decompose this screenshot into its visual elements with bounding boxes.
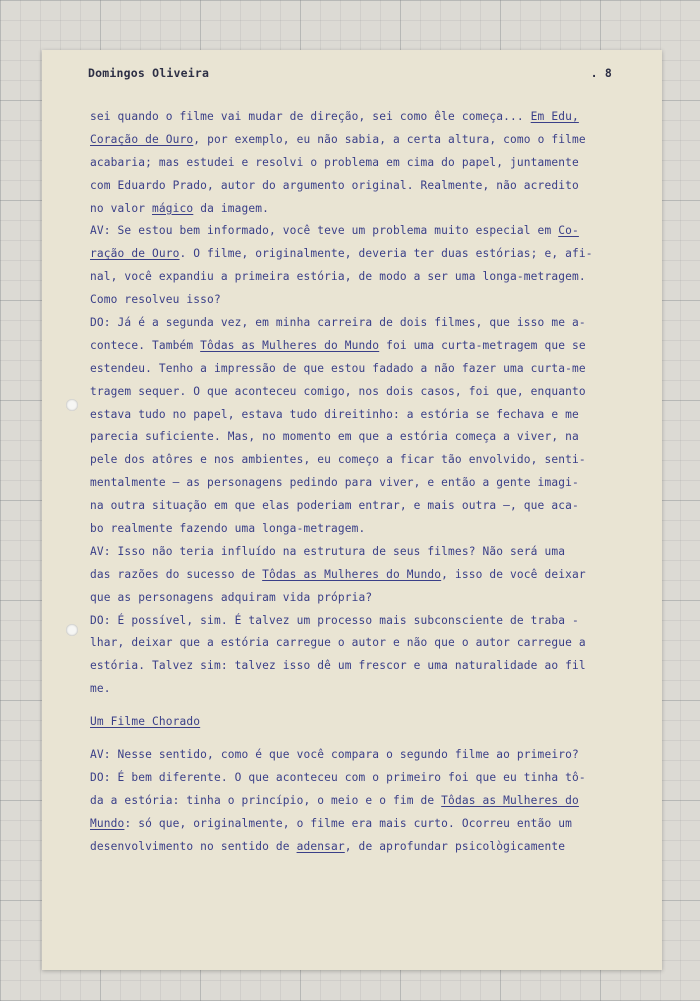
text-line xyxy=(90,133,630,156)
text-line xyxy=(90,682,630,705)
text-line xyxy=(90,453,630,476)
text-span: DO: Já é a segunda vez, em minha carreira de dois filmes, que isso me a- xyxy=(90,316,586,330)
text-line xyxy=(90,771,630,794)
text-span: no valor xyxy=(90,201,152,215)
blank-line xyxy=(90,705,630,715)
text-span: acabaria; mas estudei e resolvi o problema em cima do papel, juntamente xyxy=(90,155,579,169)
text-line xyxy=(90,179,630,202)
text-line xyxy=(90,840,630,863)
text-line xyxy=(90,545,630,568)
text-span: pele dos atôres e nos ambientes, eu começo a ficar tão envolvido, senti- xyxy=(90,453,586,467)
blank-line xyxy=(90,738,630,748)
text-line xyxy=(90,499,630,522)
text-line xyxy=(90,614,630,637)
text-line xyxy=(90,247,630,270)
text-line xyxy=(90,156,630,179)
text-line xyxy=(90,293,630,316)
text-span: com Eduardo Prado, autor do argumento original. Realmente, não acredito xyxy=(90,178,579,192)
text-span: foi uma curta-metragem que se xyxy=(379,338,586,352)
page-header-author: Domingos Oliveira xyxy=(88,66,210,80)
text-span: , por exemplo, eu não sabia, a certa altura, como o filme xyxy=(193,132,586,146)
text-span: mentalmente — as personagens pedindo para viver, e então a gente imagi- xyxy=(90,476,579,490)
text-line xyxy=(90,316,630,339)
text-span: na outra situação em que elas poderiam entrar, e mais outra —, que aca- xyxy=(90,499,579,513)
text-line xyxy=(90,748,630,771)
text-line xyxy=(90,591,630,614)
punch-hole xyxy=(66,624,78,636)
punch-hole xyxy=(66,399,78,411)
text-span: bo realmente fazendo uma longa-metragem. xyxy=(90,522,366,536)
text-line xyxy=(90,476,630,499)
interview-text xyxy=(90,110,630,863)
text-line xyxy=(90,430,630,453)
text-line xyxy=(90,385,630,408)
text-span: estava tudo no papel, estava tudo direitinho: a estória se fechava e me xyxy=(90,407,579,421)
text-span: da imagem. xyxy=(193,201,270,215)
text-line xyxy=(90,408,630,431)
text-span: parecia suficiente. Mas, no momento em que a estória começa a viver, na xyxy=(90,430,579,444)
text-line xyxy=(90,568,630,591)
text-span: estória. Talvez sim: talvez isso dê um frescor e uma naturalidade ao fil xyxy=(90,659,586,673)
text-line xyxy=(90,224,630,247)
text-span: , de aprofundar psicològicamente xyxy=(344,839,566,853)
underlined-title: ração de Ouro xyxy=(90,247,180,261)
underlined-title: mágico xyxy=(151,201,194,215)
underlined-title: adensar xyxy=(296,839,345,853)
text-span: . O filme, originalmente, deveria ter duas estórias; e, afi- xyxy=(179,247,593,261)
text-span: contece. Também xyxy=(90,338,201,352)
text-span: DO: É possível, sim. É talvez um processo mais subconsciente de traba - xyxy=(90,613,579,627)
text-line xyxy=(90,817,630,840)
text-span: que as personagens adquiram vida própria? xyxy=(90,590,373,604)
text-span: nal, você expandiu a primeira estória, de modo a ser uma longa-metragem. xyxy=(90,270,586,284)
underlined-title: Um Filme Chorado xyxy=(90,715,201,729)
text-span: Como resolveu isso? xyxy=(90,293,221,307)
text-span: estendeu. Tenho a impressão de que estou fadado a não fazer uma curta-me xyxy=(90,361,586,375)
underlined-title: Em Edu, xyxy=(530,110,579,123)
page-number: . 8 xyxy=(590,66,612,80)
text-line xyxy=(90,715,630,738)
text-span: lhar, deixar que a estória carregue o autor e não que o autor carregue a xyxy=(90,636,586,650)
text-line xyxy=(90,339,630,362)
underlined-title: Co- xyxy=(558,224,579,238)
text-line xyxy=(90,202,630,225)
text-span: AV: Nesse sentido, como é que você compara o segundo filme ao primeiro? xyxy=(90,748,579,762)
text-span: me. xyxy=(90,682,111,696)
text-line xyxy=(90,270,630,293)
underlined-title: Tôdas as Mulheres do Mundo xyxy=(200,338,380,352)
text-span: DO: É bem diferente. O que aconteceu com o primeiro foi que eu tinha tô- xyxy=(90,770,586,784)
text-span: das razões do sucesso de xyxy=(90,567,263,581)
text-span: desenvolvimento no sentido de xyxy=(90,839,297,853)
text-span: da a estória: tinha o princípio, o meio e o fim de xyxy=(90,793,442,807)
text-span: tragem sequer. O que aconteceu comigo, nos dois casos, foi que, enquanto xyxy=(90,384,586,398)
text-span: , isso de você deixar xyxy=(441,567,586,581)
text-span: AV: Isso não teria influído na estrutura de seus filmes? Não será uma xyxy=(90,544,566,558)
text-line xyxy=(90,362,630,385)
text-line xyxy=(90,110,630,133)
underlined-title: Tôdas as Mulheres do Mundo xyxy=(262,567,442,581)
text-line xyxy=(90,636,630,659)
text-span: : só que, originalmente, o filme era mais curto. Ocorreu então um xyxy=(124,816,572,830)
text-span: AV: Se estou bem informado, você teve um problema muito especial em xyxy=(90,224,559,238)
text-line xyxy=(90,794,630,817)
text-span: sei quando o filme vai mudar de direção, sei como êle começa... xyxy=(90,110,531,123)
underlined-title: Coração de Ouro xyxy=(90,132,194,146)
text-line xyxy=(90,659,630,682)
typewritten-page xyxy=(42,50,662,970)
text-line xyxy=(90,522,630,545)
underlined-title: Tôdas as Mulheres do xyxy=(441,793,579,807)
underlined-title: Mundo xyxy=(90,816,125,830)
